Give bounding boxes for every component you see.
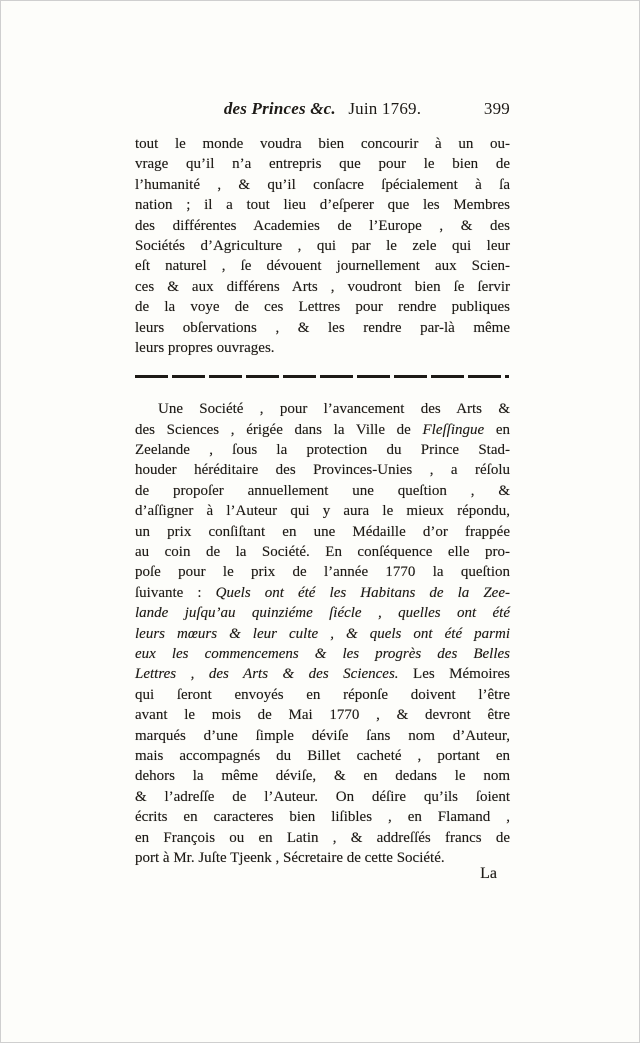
text-line: au coin de la Société. En conſéquence elle pro-: [135, 544, 510, 561]
text-line: l’humanité , & qu’il conſacre ſpécialement à ſa: [135, 176, 510, 193]
text-line: d’aſſigner à l’Auteur qui y aura le mieux répondu,: [135, 503, 510, 520]
paragraph-continuation: [135, 134, 510, 358]
text-line: de la voye de ces Lettres pour rendre publiques: [135, 299, 510, 316]
running-title: des Princes &c.: [223, 99, 336, 118]
paragraph-societe-announcement: [135, 399, 510, 868]
text-line: houder héréditaire des Provinces-Unies , a réſolu: [135, 462, 510, 479]
text-line: ſuivante : Quels ont été les Habitans de la Zee-: [135, 584, 510, 601]
text-line: eux les commencemens & les progrès des Belles: [135, 645, 510, 662]
text-line: Zeelande , ſous la protection du Prince Stad-: [135, 442, 510, 459]
text-line: leurs propres ouvrages.: [135, 339, 275, 356]
text-line: Sociétés d’Agriculture , qui par le zele qui leur: [135, 237, 510, 254]
text-line: dehors la même déviſe, & en dedans le nom: [135, 768, 510, 785]
text-line: tout le monde voudra bien concourir à un ou-: [135, 136, 510, 152]
text-line: poſe pour le prix de l’année 1770 la queſtion: [135, 564, 510, 581]
text-line: avant le mois de Mai 1770 , & devront être: [135, 707, 510, 724]
text-line: écrits en caracteres bien liſibles , en Flamand ,: [135, 809, 510, 826]
text-line: eſt naturel , ſe dévouent journellement aux Scien-: [135, 258, 510, 275]
text-line: un prix conſiſtant en une Médaille d’or frappée: [135, 523, 510, 540]
text-line: vrage qu’il n’a entrepris que pour le bien de: [135, 156, 510, 173]
text-line: leurs mœurs & leur culte , & quels ont été parmi: [135, 625, 510, 642]
text-line: en François ou en Latin , & addreſſés francs de: [135, 829, 510, 846]
text-line: des Sciences , érigée dans la Ville de Fleſſingue en: [135, 421, 510, 438]
text-line: Lettres , des Arts & des Sciences. Les Mémoires: [135, 666, 510, 683]
issue-date: Juin 1769.: [348, 99, 422, 118]
text-line: lande juſqu’au quinziéme ſiécle , quelles ont été: [135, 605, 510, 622]
text-line: ces & aux différens Arts , voudront bien ſe ſervir: [135, 278, 510, 295]
text-line: des différentes Academies de l’Europe , & des: [135, 217, 510, 234]
text-line: Une Société , pour l’avancement des Arts &: [158, 401, 510, 418]
section-separator-rule: [135, 375, 509, 378]
text-line: nation ; il a tout lieu d’eſperer que les Membres: [135, 197, 510, 214]
text-line: port à Mr. Juſte Tjeenk , Sécretaire de cette Société.: [135, 849, 445, 866]
catchword: La: [480, 865, 497, 883]
text-line: leurs obſervations , & les rendre par-là même: [135, 319, 510, 336]
text-line: marqués d’une ſimple déviſe ſans nom d’Auteur,: [135, 727, 510, 744]
text-line: & l’adreſſe de l’Auteur. On déſire qu’ils ſoient: [135, 788, 510, 805]
page-number: 399: [483, 99, 510, 118]
text-line: qui ſeront envoyés en réponſe doivent l’être: [135, 686, 510, 703]
text-line: de propoſer annuellement une queſtion , &: [135, 482, 510, 499]
text-line: mais accompagnés du Billet cacheté , portant en: [135, 747, 510, 764]
running-header: [135, 99, 510, 123]
text-column: [135, 99, 510, 885]
